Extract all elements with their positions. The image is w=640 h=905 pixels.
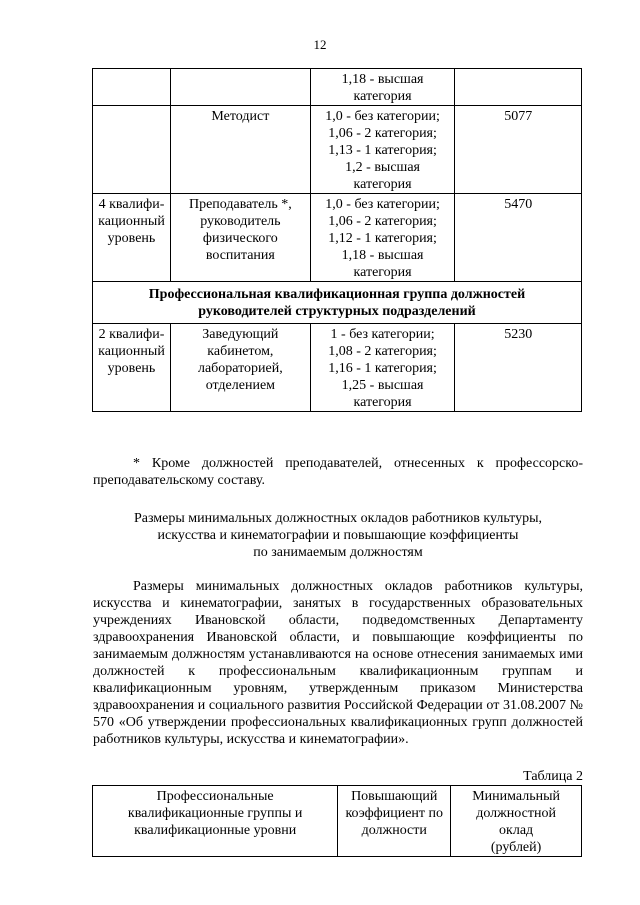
- heading-line: по занимаемым должностям: [253, 545, 423, 560]
- cell-line: 5230: [504, 327, 533, 342]
- cell-line: 5470: [504, 197, 533, 212]
- header-line: Минимальный: [472, 789, 560, 804]
- cell-line: 4 квалифи-: [98, 197, 165, 212]
- cell-line: 1,18 - высшая: [341, 248, 424, 263]
- cell-line: Заведующий: [202, 327, 279, 342]
- table-row: [93, 194, 582, 282]
- cell-line: 1,2 - высшая: [345, 160, 420, 175]
- table-row: [93, 324, 582, 412]
- footnote: * Кроме должностей преподавателей, отнесенных к профессорско-преподавательскому составу.: [93, 456, 583, 488]
- cell-salary: [455, 69, 582, 106]
- table-row: [93, 69, 582, 106]
- cell-position: [170, 69, 310, 106]
- header-line: коэффициент по: [345, 806, 444, 821]
- cell-line: 1,25 - высшая: [341, 378, 424, 393]
- cell-line: воспитания: [205, 248, 275, 263]
- cell-salary: [455, 194, 582, 282]
- cell-line: отделением: [205, 378, 276, 393]
- header-cell-groups: [93, 786, 338, 857]
- header-cell-coefficient: [338, 786, 451, 857]
- cell-line: категория: [353, 177, 412, 192]
- cell-line: кационный: [98, 344, 165, 359]
- heading-line: Размеры минимальных должностных окладов работников культуры,: [133, 511, 543, 526]
- salary-coefficient-table: [92, 68, 582, 412]
- cell-line: 1 - без категории;: [330, 327, 435, 342]
- body-paragraph: Размеры минимальных должностных окладов работников культуры, искусства и кинематографии, занятых в государственных образовательных учреждениях Ивановской области, подведомственных Департаменту здравоохранения Ивановской области, и повышающие коэффициенты по занимаемым должностям устанавливаются на основе отнесения занимаемых ими должностей к профессиональным квалификационным группам и квалификационным уровням, утвержденным приказом Министерства здравоохранения и социального развития Российской Федерации от 31.08.2007 № 570 «Об утверждении профессиональных квалификационных групп должностей работников культуры, искусства и кинематографии».: [93, 579, 583, 747]
- header-line: должностной: [476, 806, 556, 821]
- cell-line: кабинетом,: [207, 344, 274, 359]
- header-line: должности: [361, 823, 427, 838]
- cell-line: категория: [353, 395, 412, 410]
- cell-salary: [455, 106, 582, 194]
- cell-position: [170, 106, 310, 194]
- table-row: [93, 106, 582, 194]
- cell-line: 1,06 - 2 категория;: [328, 214, 437, 229]
- cell-line: Методист: [211, 109, 270, 124]
- header-line: квалификационные группы и: [127, 806, 303, 821]
- cell-line: 1,16 - 1 категория;: [328, 361, 437, 376]
- cell-line: руководитель: [200, 214, 281, 229]
- cell-level: [93, 69, 171, 106]
- header-line: (рублей): [490, 840, 542, 855]
- cell-position: [170, 194, 310, 282]
- cell-line: категория: [353, 89, 412, 104]
- cell-line: 1,06 - 2 категория;: [328, 126, 437, 141]
- header-line: Профессиональные: [156, 789, 274, 804]
- group-header-row: [93, 282, 582, 324]
- cell-salary: [455, 324, 582, 412]
- cell-line: 2 квалифи-: [98, 327, 165, 342]
- cell-line: 1,13 - 1 категория;: [328, 143, 437, 158]
- cell-line: 1,18 - высшая: [341, 72, 424, 87]
- cell-line: 1,0 - без категории;: [325, 109, 440, 124]
- cell-line: Преподаватель *,: [188, 197, 292, 212]
- header-line: квалификационные уровни: [134, 823, 297, 838]
- cell-level: [93, 324, 171, 412]
- group-header-cell: [93, 282, 582, 324]
- cell-line: физического: [202, 231, 278, 246]
- cell-line: 1,12 - 1 категория;: [328, 231, 437, 246]
- group-header-line: Профессиональная квалификационная группа должностей: [148, 287, 526, 302]
- cell-coef: [310, 194, 455, 282]
- cell-line: категория: [353, 265, 412, 280]
- header-cell-salary: [451, 786, 582, 857]
- group-header-line: руководителей структурных подразделений: [198, 304, 476, 319]
- header-line: Повышающий: [351, 789, 438, 804]
- cell-line: уровень: [107, 361, 156, 376]
- cell-line: кационный: [98, 214, 165, 229]
- cell-position: [170, 324, 310, 412]
- culture-salary-table: [92, 785, 582, 857]
- cell-coef: [310, 324, 455, 412]
- table-label: Таблица 2: [523, 769, 583, 784]
- cell-line: 5077: [504, 109, 533, 124]
- page-number: 12: [313, 37, 327, 52]
- cell-line: уровень: [107, 231, 156, 246]
- cell-level: [93, 106, 171, 194]
- table-header-row: [93, 786, 582, 857]
- cell-line: 1,0 - без категории;: [325, 197, 440, 212]
- cell-line: лабораторией,: [197, 361, 283, 376]
- cell-coef: [310, 69, 455, 106]
- cell-level: [93, 194, 171, 282]
- cell-coef: [310, 106, 455, 194]
- cell-line: 1,08 - 2 категория;: [328, 344, 437, 359]
- heading-line: искусства и кинематографии и повышающие коэффициенты: [157, 528, 519, 543]
- header-line: оклад: [499, 823, 534, 838]
- section-heading: [93, 510, 583, 561]
